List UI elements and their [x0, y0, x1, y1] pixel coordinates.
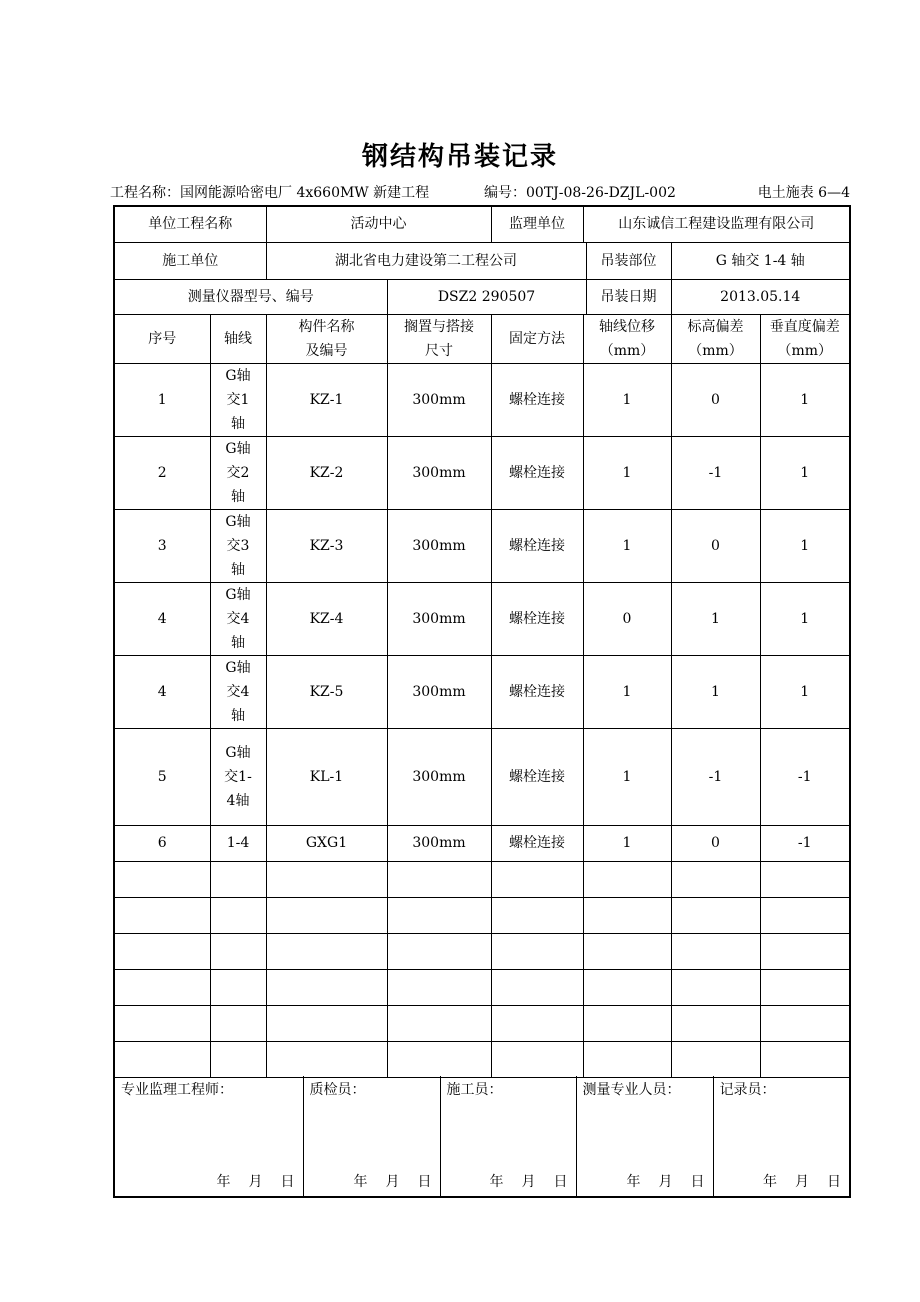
row-size: 300mm — [387, 509, 491, 582]
table-row — [115, 509, 849, 582]
row-member: KL-1 — [266, 728, 387, 825]
form-number: 电土施表 6—4 — [757, 185, 850, 201]
col-rest-line1: 搁置与搭接 — [404, 318, 474, 335]
row-vert-dev: 1 — [760, 582, 849, 655]
row-axis — [210, 509, 266, 582]
unit-label: 单位工程名称 — [115, 207, 266, 242]
date-month: 月 — [385, 1174, 400, 1190]
date-day: 日 — [827, 1174, 841, 1190]
row-axis-dev: 1 — [583, 728, 671, 825]
row-member: KZ-2 — [266, 436, 387, 509]
info-row-instrument — [115, 279, 849, 314]
signature-surveyor-label: 测量专业人员： — [582, 1082, 681, 1098]
column-header-row — [115, 314, 849, 363]
row-axis-dev: 1 — [583, 436, 671, 509]
row-member: KZ-4 — [266, 582, 387, 655]
info-row-builder — [115, 242, 849, 279]
table-row — [115, 436, 849, 509]
row-seq: 4 — [115, 655, 210, 728]
col-axis-dev-line1: 轴线位移 — [599, 318, 655, 335]
row-axis-text: G轴交2轴 — [225, 440, 251, 505]
date-month: 月 — [658, 1174, 673, 1190]
date-day: 日 — [690, 1174, 705, 1190]
signature-row — [115, 1076, 849, 1198]
row-axis-text: G轴交1轴 — [225, 367, 251, 432]
date-month: 月 — [521, 1174, 536, 1190]
col-fix: 固定方法 — [491, 314, 583, 363]
col-member-line1: 构件名称 — [298, 318, 355, 335]
date-day: 日 — [553, 1174, 568, 1190]
empty-row — [115, 933, 849, 969]
signature-date — [199, 1170, 295, 1194]
row-vert-dev: 1 — [760, 436, 849, 509]
row-member: KZ-5 — [266, 655, 387, 728]
instrument-label: 测量仪器型号、编号 — [115, 279, 387, 314]
document-subheader — [110, 182, 850, 202]
row-size: 300mm — [387, 436, 491, 509]
record-table — [115, 207, 849, 1078]
row-elev-dev: -1 — [671, 436, 760, 509]
supervisor-value: 山东诚信工程建设监理有限公司 — [583, 207, 849, 242]
row-axis-dev: 1 — [583, 655, 671, 728]
row-elev-dev: 1 — [671, 582, 760, 655]
document-code: 编号：00TJ-08-26-DZJL-002 — [484, 185, 676, 201]
signature-date — [472, 1170, 568, 1194]
row-vert-dev: 1 — [760, 363, 849, 436]
col-axis-deviation — [583, 314, 671, 363]
col-seq: 序号 — [115, 314, 210, 363]
row-size: 300mm — [387, 655, 491, 728]
row-fix: 螺栓连接 — [491, 509, 583, 582]
signature-date — [609, 1170, 705, 1194]
signature-recorder-label: 记录员： — [719, 1082, 776, 1098]
instrument-value: DSZ2 290507 — [387, 279, 586, 314]
row-vert-dev: -1 — [760, 825, 849, 861]
date-year: 年 — [763, 1174, 777, 1190]
table-row — [115, 363, 849, 436]
col-member-line2: 及编号 — [305, 342, 348, 359]
row-axis-text: G轴交4轴 — [225, 586, 251, 651]
signature-constructor[interactable] — [440, 1076, 576, 1198]
row-member: KZ-3 — [266, 509, 387, 582]
row-member: GXG1 — [266, 825, 387, 861]
row-elev-dev: -1 — [671, 728, 760, 825]
date-day: 日 — [280, 1174, 295, 1190]
signature-recorder[interactable] — [713, 1076, 849, 1198]
col-vertical-deviation — [760, 314, 849, 363]
col-axis-dev-line2: （mm） — [599, 342, 655, 359]
signature-table — [115, 1076, 849, 1198]
signature-date — [336, 1170, 432, 1194]
row-seq: 3 — [115, 509, 210, 582]
signature-date — [745, 1170, 841, 1194]
record-form — [113, 205, 851, 1198]
info-row-unit — [115, 207, 849, 242]
row-axis — [210, 582, 266, 655]
signature-surveyor[interactable] — [576, 1076, 713, 1198]
project-name: 工程名称：国网能源哈密电厂 4x660MW 新建工程 — [110, 185, 430, 201]
empty-row — [115, 1041, 849, 1077]
row-size: 300mm — [387, 728, 491, 825]
row-vert-dev: 1 — [760, 655, 849, 728]
date-value: 2013.05.14 — [671, 279, 849, 314]
row-fix: 螺栓连接 — [491, 582, 583, 655]
row-elev-dev: 0 — [671, 825, 760, 861]
col-vert-dev-line2: （mm） — [777, 342, 833, 359]
part-value: G 轴交 1-4 轴 — [671, 242, 849, 279]
signature-constructor-label: 施工员： — [446, 1082, 503, 1098]
col-rest-line2: 尺寸 — [425, 342, 453, 359]
date-year: 年 — [626, 1174, 641, 1190]
col-elevation-deviation — [671, 314, 760, 363]
col-member — [266, 314, 387, 363]
col-elev-dev-line2: （mm） — [688, 342, 743, 359]
empty-row — [115, 969, 849, 1005]
row-size: 300mm — [387, 582, 491, 655]
row-axis-dev: 0 — [583, 582, 671, 655]
signature-engineer[interactable] — [115, 1076, 303, 1198]
row-axis-dev: 1 — [583, 825, 671, 861]
document-title: 钢结构吊装记录 — [361, 142, 558, 172]
date-year: 年 — [489, 1174, 504, 1190]
row-elev-dev: 1 — [671, 655, 760, 728]
empty-row — [115, 1005, 849, 1041]
table-row — [115, 655, 849, 728]
row-seq: 4 — [115, 582, 210, 655]
row-axis-text: G轴交4轴 — [225, 659, 251, 724]
row-fix: 螺栓连接 — [491, 825, 583, 861]
row-elev-dev: 0 — [671, 363, 760, 436]
row-axis: 1-4 — [210, 825, 266, 861]
row-fix: 螺栓连接 — [491, 363, 583, 436]
date-year: 年 — [353, 1174, 368, 1190]
col-elev-dev-line1: 标高偏差 — [687, 318, 744, 335]
row-fix: 螺栓连接 — [491, 728, 583, 825]
date-month: 月 — [795, 1174, 809, 1190]
row-axis — [210, 436, 266, 509]
unit-value: 活动中心 — [266, 207, 491, 242]
row-fix: 螺栓连接 — [491, 436, 583, 509]
signature-inspector-label: 质检员： — [309, 1082, 366, 1098]
signature-engineer-label: 专业监理工程师： — [121, 1082, 233, 1098]
col-axis: 轴线 — [210, 314, 266, 363]
row-elev-dev: 0 — [671, 509, 760, 582]
row-size: 300mm — [387, 363, 491, 436]
table-row — [115, 582, 849, 655]
row-fix: 螺栓连接 — [491, 655, 583, 728]
col-rest-size — [387, 314, 491, 363]
row-size: 300mm — [387, 825, 491, 861]
row-axis-text: G轴交1-4轴 — [224, 744, 252, 809]
date-day: 日 — [417, 1174, 432, 1190]
row-axis — [210, 363, 266, 436]
row-vert-dev: 1 — [760, 509, 849, 582]
part-label: 吊装部位 — [586, 242, 671, 279]
date-year: 年 — [216, 1174, 231, 1190]
row-seq: 1 — [115, 363, 210, 436]
row-axis-text: G轴交3轴 — [225, 513, 251, 578]
supervisor-label: 监理单位 — [491, 207, 583, 242]
builder-value: 湖北省电力建设第二工程公司 — [266, 242, 586, 279]
row-seq: 6 — [115, 825, 210, 861]
table-row — [115, 728, 849, 825]
row-member: KZ-1 — [266, 363, 387, 436]
row-axis — [210, 728, 266, 825]
signature-inspector[interactable] — [303, 1076, 440, 1198]
col-vert-dev-line1: 垂直度偏差 — [769, 318, 840, 335]
date-month: 月 — [248, 1174, 263, 1190]
row-axis — [210, 655, 266, 728]
empty-row — [115, 861, 849, 897]
row-seq: 2 — [115, 436, 210, 509]
row-seq: 5 — [115, 728, 210, 825]
row-axis-dev: 1 — [583, 363, 671, 436]
builder-label: 施工单位 — [115, 242, 266, 279]
row-vert-dev: -1 — [760, 728, 849, 825]
date-label: 吊装日期 — [586, 279, 671, 314]
row-axis-dev: 1 — [583, 509, 671, 582]
table-row — [115, 825, 849, 861]
empty-row — [115, 897, 849, 933]
